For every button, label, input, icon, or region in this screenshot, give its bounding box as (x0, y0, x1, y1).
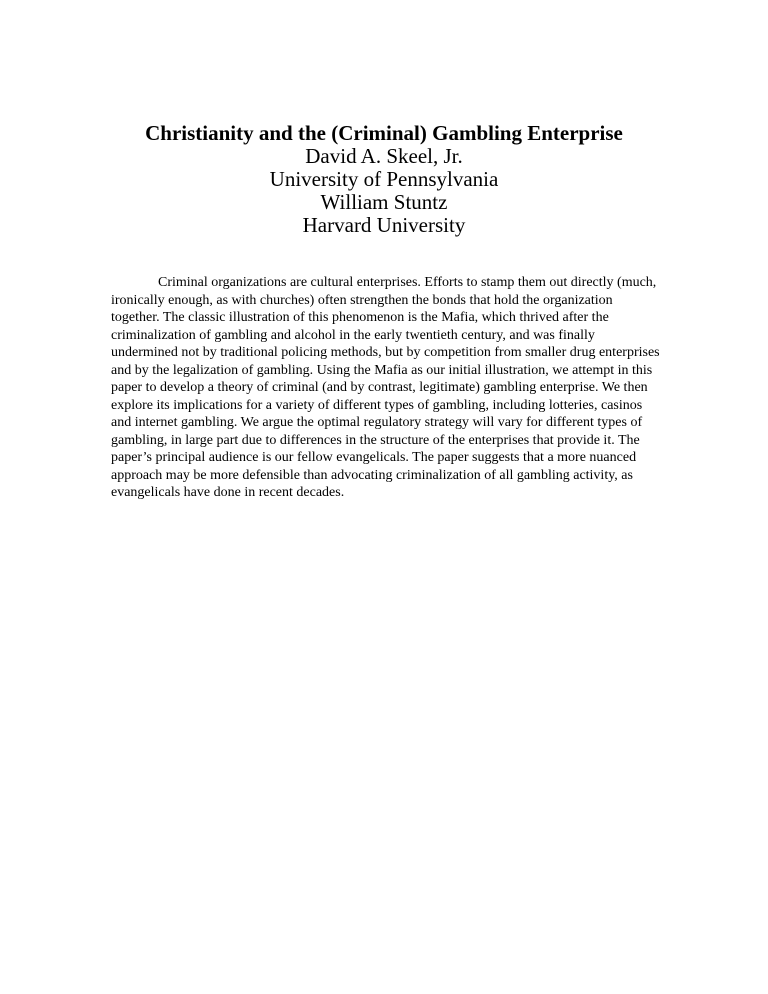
abstract-paragraph: Criminal organizations are cultural enterprises. Efforts to stamp them out directly (much, ironically enough, as with churches) often strengthen the bonds that hold the organization together. The classic illustration of this phenomenon is the Mafia, which thrived after the criminalization of gambling and alcohol in the early twentieth century, and was finally undermined not by traditional policing methods, but by competition from smaller drug enterprises and by the legalization of gambling. Using the Mafia as our initial illustration, we attempt in this paper to develop a theory of criminal (and by contrast, legitimate) gambling enterprise. We then explore its implications for a variety of different types of gambling, including lotteries, casinos and internet gambling. We argue the optimal regulatory strategy will vary for different types of gambling, in large part due to differences in the structure of the enterprises that provide it. The paper’s principal audience is our fellow evangelicals. The paper suggests that a more nuanced approach may be more defensible than advocating criminalization of all gambling activity, as evangelicals have done in recent decades. (111, 275, 660, 500)
author-affiliation: University of Pennsylvania (269, 167, 499, 191)
title-block (0, 122, 768, 237)
author-name: David A. Skeel, Jr. (305, 144, 463, 168)
paper-title: Christianity and the (Criminal) Gambling Enterprise (145, 121, 623, 145)
author-name: William Stuntz (320, 190, 448, 214)
author-affiliation: Harvard University (302, 213, 466, 237)
